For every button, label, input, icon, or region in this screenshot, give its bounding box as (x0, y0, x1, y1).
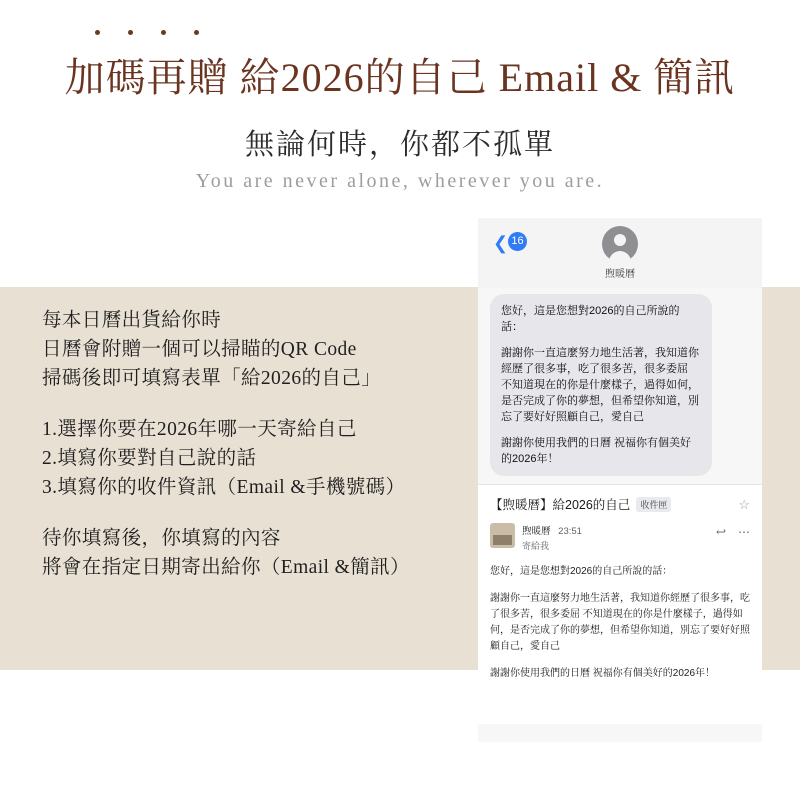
decorative-dots (95, 30, 199, 35)
back-chevron-icon[interactable]: ❮ (493, 233, 509, 253)
email-recipient-line[interactable]: 寄給我 (522, 541, 550, 551)
dot-3 (161, 30, 166, 35)
sms-bubble-line-3: 謝謝你使用我們的日曆 祝福你有個美好的2026年！ (501, 437, 692, 465)
page-title: 加碼再贈 給2026的自己 Email & 簡訊 (64, 55, 736, 100)
inbox-label: 收件匣 (636, 497, 671, 512)
sms-bubble-line-2: 謝謝你一直這麼努力地生活著，我知道你經歷了很多事，吃了很多苦，很多委屈 不知道現在的你是什麼樣子，過得如何，是否完成了你的夢想，但希望你知道，別忘了要好好照顧自己，愛自己 (501, 347, 699, 423)
email-body-line-1: 您好，這是您想對2026的自己所說的話： (490, 566, 673, 577)
sms-header (478, 218, 762, 288)
dot-4 (194, 30, 199, 35)
card-bottom-strip (478, 724, 762, 742)
page-subtitle: 無論何時，你都不孤單 (244, 129, 555, 161)
unread-badge[interactable]: 16 (508, 232, 527, 251)
email-time: 23:51 (558, 526, 582, 537)
email-subject: 【煦暖曆】給2026的自己 (490, 498, 631, 512)
sms-bubble-line-1: 您好，這是您想對2026的自己所說的話： (501, 305, 680, 333)
email-subject-row (490, 495, 750, 513)
instructions-step: 1.選擇你要在2026年哪一天寄給自己 (42, 419, 357, 440)
instructions-line: 將會在指定日期寄出給你（Email &簡訊） (42, 557, 410, 578)
instructions-line: 待你填寫後，你填寫的內容 (42, 528, 281, 549)
instructions-step: 3.填寫你的收件資訊（Email &手機號碼） (42, 477, 406, 498)
instructions-paragraph-1 (42, 306, 462, 393)
email-body-line-3: 謝謝你使用我們的日曆 祝福你有個美好的2026年！ (490, 668, 716, 679)
more-options-icon[interactable]: ⋯ (738, 525, 750, 539)
page-subtitle-english: You are never alone, wherever you are. (195, 170, 605, 192)
sms-message-bubble (490, 294, 712, 476)
instructions-line: 掃碼後即可填寫表單「給2026的自己」 (42, 368, 382, 389)
email-meta-row (490, 523, 750, 552)
reply-icon[interactable]: ↩ (715, 525, 726, 539)
email-body-line-2: 謝謝你一直這麼努力地生活著，我知道你經歷了很多事，吃了很多苦，很多委屈 不知道現在的你是什麼樣子，過得如何，是否完成了你的夢想，但希望你知道，別忘了要好好照顧自己，愛自己 (490, 593, 750, 652)
dot-1 (95, 30, 100, 35)
contact-name: 煦暖曆 (605, 269, 635, 280)
contact-avatar[interactable] (602, 226, 638, 262)
avatar-body-icon (609, 251, 631, 262)
instructions-line: 每本日曆出貨給你時 (42, 310, 222, 331)
instructions-line: 日曆會附贈一個可以掃瞄的QR Code (42, 339, 357, 360)
email-sender-name: 煦暖曆 (522, 526, 551, 537)
email-body (490, 564, 750, 682)
instructions-paragraph-2 (42, 415, 462, 502)
avatar-head-icon (614, 234, 626, 246)
dot-2 (128, 30, 133, 35)
instructions-step: 2.填寫你要對自己說的話 (42, 448, 257, 469)
instructions-paragraph-3 (42, 524, 462, 582)
email-preview (478, 484, 762, 742)
email-meta-text (522, 523, 709, 552)
email-actions (716, 523, 750, 538)
instructions-block (42, 306, 462, 582)
message-preview-card (478, 218, 762, 742)
email-sender-line (522, 523, 709, 537)
sender-avatar (490, 523, 515, 548)
star-icon[interactable]: ☆ (738, 496, 750, 512)
